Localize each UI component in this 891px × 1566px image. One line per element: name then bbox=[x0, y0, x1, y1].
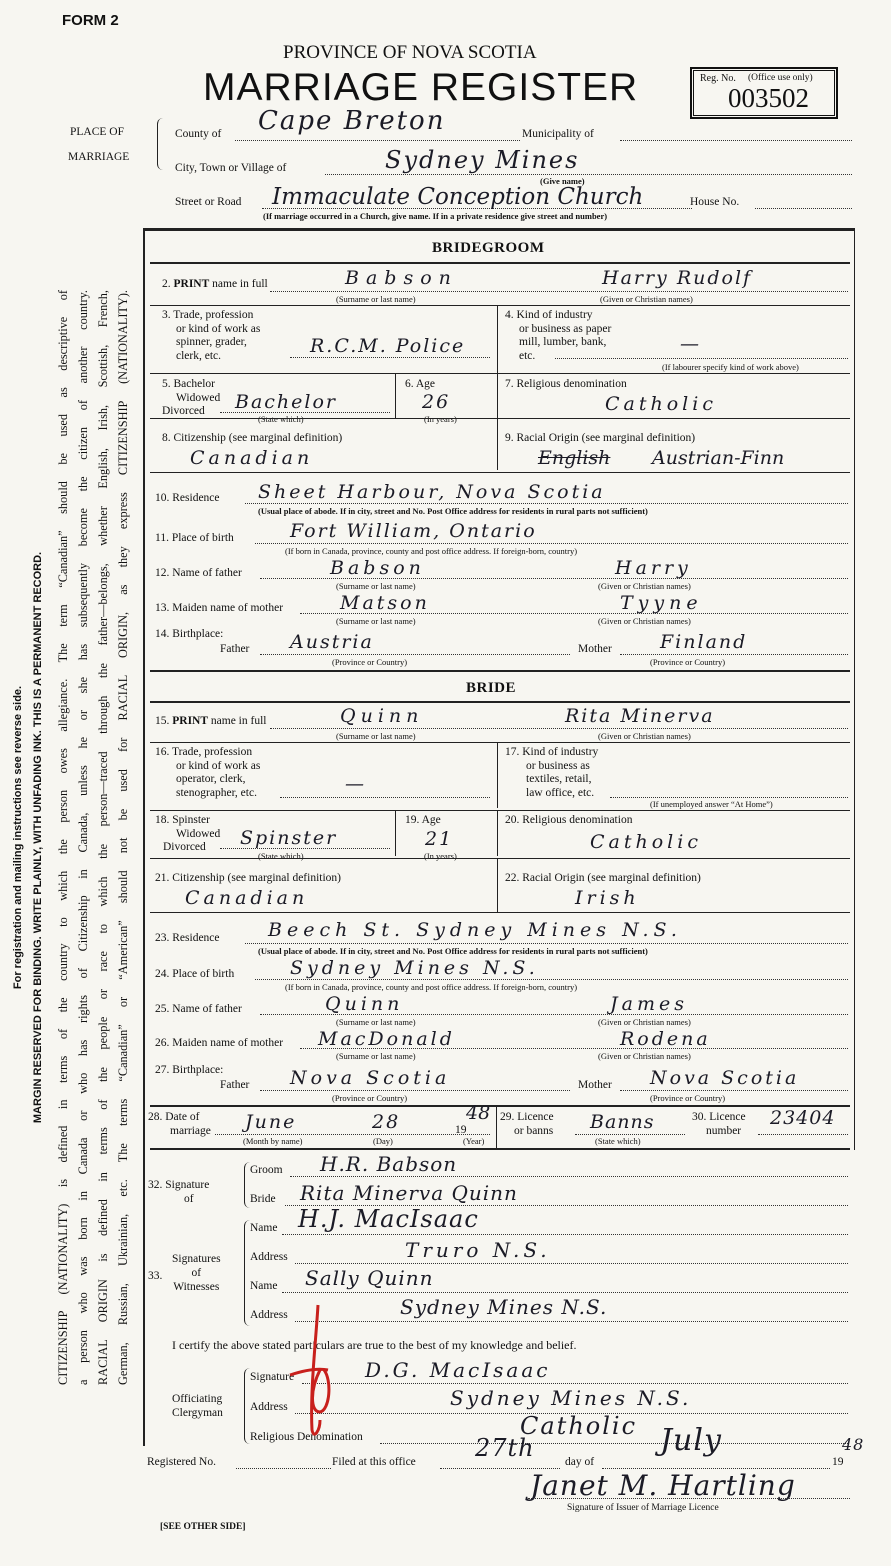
trade-label: clerk, etc. bbox=[176, 349, 222, 362]
reg-note: (Office use only) bbox=[748, 73, 813, 83]
licence-label-block bbox=[500, 1110, 554, 1138]
name-label: name in full bbox=[212, 278, 268, 290]
racial-label: Racial Origin (see marginal definition) bbox=[516, 432, 696, 444]
groom-father-birthplace: Austria bbox=[290, 631, 374, 653]
surname-note: (Surname or last name) bbox=[336, 581, 416, 591]
divider bbox=[150, 262, 850, 264]
clergy-label-block bbox=[172, 1392, 223, 1420]
witness-label: of bbox=[191, 1267, 202, 1279]
groom-religion: Catholic bbox=[605, 393, 717, 415]
age-label: Age bbox=[415, 378, 436, 390]
marriage-month: June bbox=[245, 1111, 297, 1133]
father-birthplace-line bbox=[260, 1090, 570, 1091]
groom-header: BRIDEGROOM bbox=[432, 240, 545, 256]
month-note: (Month by name) bbox=[243, 1136, 303, 1146]
divider bbox=[150, 472, 850, 473]
witness1-name-label: Name bbox=[250, 1222, 278, 1234]
groom-father-label: 12. Name of father bbox=[155, 567, 242, 579]
religion-label: Religious denomination bbox=[522, 814, 633, 826]
bride-given: Rita Minerva bbox=[565, 705, 715, 727]
bride-citizenship: Canadian bbox=[185, 887, 309, 909]
groom-signature: H.R. Babson bbox=[320, 1152, 458, 1176]
bride-industry-label bbox=[505, 746, 598, 800]
trade-label: 3. Trade, profession bbox=[162, 309, 254, 321]
filed-label: Filed at this office bbox=[332, 1456, 416, 1468]
industry-label: 4. Kind of industry bbox=[505, 309, 593, 321]
witness1-address: Truro N.S. bbox=[405, 1238, 551, 1262]
given-note: (Given or Christian names) bbox=[600, 294, 693, 304]
birthplace-label: Birthplace: bbox=[172, 1064, 224, 1076]
industry-note: (If unemployed answer “At Home”) bbox=[650, 799, 773, 809]
bride-sig-label: Bride bbox=[250, 1193, 276, 1205]
groom-age: 26 bbox=[422, 391, 451, 413]
divider bbox=[497, 305, 498, 373]
date-label-block bbox=[148, 1110, 211, 1138]
day-note: (Day) bbox=[373, 1136, 393, 1146]
reg-number-box bbox=[690, 67, 838, 119]
margin-line: MARGIN RESERVED FOR BINDING. WRITE PLAINLY, WITH UNFADING INK. THIS IS A PERMANENT RECORD. bbox=[32, 551, 44, 1124]
divider bbox=[395, 810, 396, 856]
bride-birth-label: 24. Place of birth bbox=[155, 968, 235, 980]
groom-mother-surname: Matson bbox=[340, 592, 430, 614]
bride-father-birthplace: Nova Scotia bbox=[290, 1067, 451, 1089]
red-ink-mark bbox=[280, 1300, 340, 1440]
province-heading: PROVINCE OF NOVA SCOTIA bbox=[283, 42, 537, 63]
trade-line bbox=[290, 357, 490, 358]
signature-label-block bbox=[148, 1178, 209, 1206]
birth-line bbox=[255, 979, 848, 980]
groom-father-surname: Babson bbox=[330, 557, 425, 579]
trade-label: spinner, grader, bbox=[176, 336, 247, 348]
industry-label: or business as paper bbox=[519, 322, 612, 335]
state-note: (State which) bbox=[258, 851, 304, 861]
given-note: (Given or Christian names) bbox=[598, 1051, 691, 1061]
divider bbox=[395, 373, 396, 418]
filed-month: July bbox=[660, 1423, 722, 1458]
divider bbox=[150, 373, 850, 374]
groom-surname: Babson bbox=[345, 267, 458, 289]
bride-surname: Quinn bbox=[340, 705, 424, 727]
margin-line: German, Russian, Ukrainian, etc. The terms “Canadian” or “American” should not be used for RACIAL ORIGIN, as they express CITIZENSHIP (NATIONALITY). bbox=[116, 290, 130, 1385]
bride-religion: Catholic bbox=[590, 831, 702, 853]
clergy-label: Officiating bbox=[172, 1393, 223, 1405]
age-label: Age bbox=[421, 814, 441, 826]
birth-note: (If born in Canada, province, county and post office address. If foreign-born, country) bbox=[285, 546, 578, 556]
licence-label: or banns bbox=[514, 1125, 554, 1137]
father-label: Name of father bbox=[172, 567, 242, 579]
father-birthplace-line bbox=[260, 654, 570, 655]
year-prefix: 19 bbox=[455, 1124, 467, 1136]
mother-birthplace-line bbox=[620, 1090, 848, 1091]
industry-label: mill, lumber, bank, bbox=[519, 336, 607, 348]
print-label: PRINT bbox=[173, 278, 210, 290]
citizenship-label: Citizenship (see marginal definition) bbox=[173, 432, 343, 444]
groom-mother-birthplace: Finland bbox=[660, 631, 748, 653]
witness1-address-line bbox=[295, 1263, 848, 1264]
groom-citizenship: Canadian bbox=[190, 447, 314, 469]
bride-residence-label: 23. Residence bbox=[155, 932, 220, 944]
given-note: (Given or Christian names) bbox=[598, 1017, 691, 1027]
divider bbox=[497, 742, 498, 808]
groom-status-label bbox=[162, 378, 220, 419]
licence-label: 29. Licence bbox=[500, 1111, 554, 1123]
bride-age: 21 bbox=[425, 828, 454, 850]
residence-note: (Usual place of abode. If in city, street and No. Post Office address for residents in rural parts not sufficient) bbox=[258, 506, 648, 516]
widowed-label: Widowed bbox=[176, 391, 221, 404]
bride-citizenship-label: 21. Citizenship (see marginal definition) bbox=[155, 872, 341, 884]
licence-note: (State which) bbox=[595, 1136, 641, 1146]
bride-age-label: 19. Age bbox=[405, 814, 441, 826]
groom-name-line bbox=[270, 291, 848, 292]
licence-line bbox=[575, 1134, 685, 1135]
mother-label: Maiden name of mother bbox=[172, 602, 284, 614]
street-label: Street or Road bbox=[175, 196, 242, 208]
state-note: (State which) bbox=[258, 414, 304, 424]
residence-label: Residence bbox=[172, 492, 220, 504]
licence-type: Banns bbox=[590, 1111, 655, 1133]
licence-number-label: number bbox=[706, 1125, 742, 1137]
city-value: Sydney Mines bbox=[385, 146, 580, 174]
province-note: (Province or Country) bbox=[332, 657, 408, 667]
trade-label: stenographer, etc. bbox=[176, 786, 257, 799]
street-note: (If marriage occurred in a Church, give name. If in a private residence give street and number) bbox=[263, 211, 608, 221]
bride-father-given: James bbox=[610, 993, 688, 1015]
witness-label: Witnesses bbox=[173, 1281, 220, 1293]
birth-note: (If born in Canada, province, county and post office address. If foreign-born, country) bbox=[285, 982, 578, 992]
city-note: (Give name) bbox=[540, 176, 585, 186]
bride-residence: Beech St. Sydney Mines N.S. bbox=[268, 919, 682, 941]
witness1-name-line bbox=[282, 1234, 848, 1235]
year-note: (Year) bbox=[463, 1136, 485, 1146]
father-label: Name of father bbox=[172, 1003, 242, 1015]
surname-note: (Surname or last name) bbox=[336, 731, 416, 741]
father-birthplace-label: Father bbox=[220, 643, 250, 655]
birthplace-label: Birthplace: bbox=[172, 628, 224, 640]
divider bbox=[497, 373, 498, 418]
divider bbox=[150, 742, 850, 743]
bride-birthplace-label: 27. Birthplace: bbox=[155, 1064, 224, 1076]
clergy-address: Sydney Mines N.S. bbox=[450, 1386, 692, 1410]
province-note: (Province or Country) bbox=[650, 1093, 726, 1103]
licence-number-line bbox=[758, 1134, 848, 1135]
racial-label: Racial Origin (see marginal definition) bbox=[522, 872, 701, 884]
groom-mother-given: Tyyne bbox=[620, 592, 703, 614]
citizenship-label: Citizenship (see marginal definition) bbox=[172, 872, 341, 884]
surname-note: (Surname or last name) bbox=[336, 1017, 416, 1027]
groom-trade-label bbox=[162, 309, 260, 363]
margin-instructions bbox=[8, 290, 138, 1385]
birth-line bbox=[255, 543, 848, 544]
divider bbox=[150, 858, 850, 859]
industry-note: (If labourer specify kind of work above) bbox=[662, 362, 799, 372]
bride-birthplace: Sydney Mines N.S. bbox=[290, 957, 539, 979]
bride-header: BRIDE bbox=[466, 680, 517, 696]
witness2-name: Sally Quinn bbox=[305, 1266, 434, 1290]
industry-line bbox=[555, 358, 848, 359]
filed-year: 48 bbox=[842, 1435, 865, 1454]
county-label: County of bbox=[175, 128, 222, 140]
industry-label: or business as bbox=[526, 759, 590, 772]
divider bbox=[150, 670, 850, 672]
bride-father-label: 25. Name of father bbox=[155, 1003, 242, 1015]
divider bbox=[496, 1105, 497, 1148]
see-other-side: [SEE OTHER SIDE] bbox=[160, 1522, 246, 1532]
given-note: (Given or Christian names) bbox=[598, 581, 691, 591]
given-note: (Given or Christian names) bbox=[598, 616, 691, 626]
issuer-label: Signature of Issuer of Marriage Licence bbox=[567, 1503, 719, 1513]
place-label: PLACE OF bbox=[70, 126, 124, 138]
reg-label: Reg. No. bbox=[700, 73, 736, 84]
birth-label: Place of birth bbox=[171, 532, 234, 544]
certification-statement: I certify the above stated particulars are true to the best of my knowledge and belief. bbox=[172, 1338, 577, 1352]
years-note: (In years) bbox=[424, 851, 457, 861]
groom-racial: Austrian-Finn bbox=[652, 447, 785, 469]
groom-birthplace-label: 14. Birthplace: bbox=[155, 628, 224, 640]
residence-note: (Usual place of abode. If in city, street and No. Post Office address for residents in rural parts not sufficient) bbox=[258, 946, 648, 956]
county-value: Cape Breton bbox=[258, 106, 446, 136]
birth-label: Place of birth bbox=[172, 968, 235, 980]
signature-label: of bbox=[184, 1193, 194, 1205]
divider bbox=[150, 305, 850, 306]
surname-note: (Surname or last name) bbox=[336, 616, 416, 626]
bride-mother-given: Rodena bbox=[620, 1028, 711, 1050]
divorced-label: Divorced bbox=[163, 841, 206, 853]
marriage-year: 48 bbox=[466, 1102, 491, 1124]
registered-label: Registered No. bbox=[147, 1456, 216, 1468]
groom-residence-label: 10. Residence bbox=[155, 492, 220, 504]
bride-name-line bbox=[270, 728, 848, 729]
industry-label: 17. Kind of industry bbox=[505, 746, 599, 758]
mother-label: Maiden name of mother bbox=[172, 1037, 284, 1049]
witness2-address: Sydney Mines N.S. bbox=[400, 1295, 608, 1319]
divider bbox=[150, 701, 850, 703]
denomination-label: Religious Denomination bbox=[250, 1431, 363, 1443]
groom-birth-label: 11. Place of birth bbox=[155, 532, 234, 544]
divider bbox=[497, 810, 498, 856]
witness1-address-label: Address bbox=[250, 1251, 288, 1263]
licence-number: 23404 bbox=[770, 1107, 836, 1129]
clergy-signature: D.G. MacIsaac bbox=[365, 1358, 551, 1382]
groom-birthplace: Fort William, Ontario bbox=[290, 520, 537, 542]
industry-label: etc. bbox=[519, 349, 536, 362]
bride-status-label bbox=[155, 814, 220, 855]
trade-line bbox=[280, 797, 490, 798]
clergy-denomination: Catholic bbox=[520, 1412, 638, 1440]
clergy-signature-line bbox=[302, 1383, 848, 1384]
mother-birthplace-line bbox=[620, 654, 848, 655]
licence-number-label: 30. Licence bbox=[692, 1111, 746, 1123]
divider bbox=[150, 1148, 850, 1150]
divider bbox=[497, 858, 498, 912]
father-birthplace-label: Father bbox=[220, 1079, 250, 1091]
denomination-line bbox=[380, 1443, 848, 1444]
municipality-label: Municipality of bbox=[522, 128, 594, 140]
house-line bbox=[755, 208, 852, 209]
divider bbox=[150, 912, 850, 913]
clergy-signature-label: Signature bbox=[250, 1371, 295, 1383]
groom-industry: — bbox=[680, 333, 701, 355]
divider bbox=[497, 418, 498, 470]
bride-status: Spinster bbox=[240, 827, 338, 849]
groom-citizenship-label: 8. Citizenship (see marginal definition) bbox=[162, 432, 343, 444]
filed-year-prefix: 19 bbox=[832, 1456, 844, 1468]
residence-line bbox=[245, 503, 848, 504]
bride-mother-label: 26. Maiden name of mother bbox=[155, 1037, 284, 1049]
margin-line: RACIAL ORIGIN is defined in terms of the people or race to which the person—traced through the father—belongs, whether English, Irish, Scottish, French, bbox=[96, 290, 110, 1385]
industry-line bbox=[610, 797, 848, 798]
divider bbox=[150, 810, 850, 811]
filed-day: 27th bbox=[475, 1434, 535, 1462]
clergy-label: Clergyman bbox=[172, 1407, 223, 1419]
page-title: MARRIAGE REGISTER bbox=[203, 66, 639, 109]
groom-racial-label: 9. Racial Origin (see marginal definition) bbox=[505, 432, 696, 444]
province-note: (Province or Country) bbox=[332, 1093, 408, 1103]
bride-religion-label: 20. Religious denomination bbox=[505, 814, 633, 826]
groom-age-label: 6. Age bbox=[405, 378, 436, 390]
industry-label: textiles, retail, bbox=[526, 773, 592, 785]
trade-label: or kind of work as bbox=[176, 759, 261, 772]
witness-label-block bbox=[172, 1252, 221, 1294]
witness2-name-label: Name bbox=[250, 1280, 278, 1292]
witness2-address-line bbox=[295, 1321, 848, 1322]
divider bbox=[150, 418, 850, 419]
mother-birthplace-label: Mother bbox=[578, 1079, 612, 1091]
groom-mother-label: 13. Maiden name of mother bbox=[155, 602, 284, 614]
trade-label: operator, clerk, bbox=[176, 773, 246, 785]
street-value: Immaculate Conception Church bbox=[272, 184, 644, 210]
groom-industry-label bbox=[505, 309, 611, 363]
groom-trade: R.C.M. Police bbox=[310, 335, 466, 357]
divider bbox=[150, 1105, 850, 1107]
date-line bbox=[215, 1134, 490, 1135]
trade-label: 16. Trade, profession bbox=[155, 746, 253, 758]
bride-racial-label: 22. Racial Origin (see marginal definition) bbox=[505, 872, 701, 884]
day-of-label: day of bbox=[565, 1456, 595, 1468]
city-label: City, Town or Village of bbox=[175, 162, 287, 174]
bride-racial: Irish bbox=[575, 887, 640, 909]
date-label: 28. Date of bbox=[148, 1111, 200, 1123]
licence-number-label-block bbox=[692, 1110, 746, 1138]
witness-label: Signatures bbox=[172, 1253, 221, 1265]
bride-father-surname: Quinn bbox=[325, 993, 404, 1015]
form-top-border bbox=[143, 228, 855, 231]
marriage-day: 28 bbox=[372, 1111, 401, 1133]
witness-number: 33. bbox=[148, 1270, 163, 1282]
margin-line: CITIZENSHIP (NATIONALITY) is defined in terms of the country to which the person owes allegiance. The term “Canadian” should be used as descriptive of bbox=[56, 290, 70, 1385]
municipality-line bbox=[620, 140, 852, 141]
groom-sig-label: Groom bbox=[250, 1164, 283, 1176]
signature-label: 32. Signature bbox=[148, 1179, 210, 1191]
date-label: marriage bbox=[170, 1125, 211, 1137]
city-line bbox=[325, 174, 852, 175]
industry-label: law office, etc. bbox=[526, 786, 595, 799]
groom-religion-label: 7. Religious denomination bbox=[505, 378, 627, 390]
residence-line bbox=[245, 943, 848, 944]
form-right-border bbox=[854, 228, 855, 1150]
form-number: FORM 2 bbox=[62, 12, 119, 29]
surname-note: (Surname or last name) bbox=[336, 294, 416, 304]
groom-sig-line bbox=[290, 1176, 848, 1177]
witness2-name-line bbox=[282, 1292, 848, 1293]
status-label: 18. Spinster bbox=[155, 814, 210, 826]
house-label: House No. bbox=[690, 196, 740, 208]
province-note: (Province or Country) bbox=[650, 657, 726, 667]
years-note: (In years) bbox=[424, 414, 457, 424]
groom-racial-struck: English bbox=[538, 447, 611, 469]
bride-signature: Rita Minerva Quinn bbox=[300, 1181, 518, 1205]
name-label: name in full bbox=[210, 715, 267, 727]
bride-trade: — bbox=[345, 773, 366, 795]
bride-mother-birthplace: Nova Scotia bbox=[650, 1067, 800, 1089]
bride-trade-label bbox=[155, 746, 260, 800]
widowed-label: Widowed bbox=[176, 827, 221, 840]
witness1-name: H.J. MacIsaac bbox=[298, 1205, 479, 1233]
county-line bbox=[235, 140, 520, 141]
status-label: 5. Bachelor bbox=[162, 378, 216, 390]
religion-label: Religious denomination bbox=[516, 378, 627, 390]
bride-name-label: 15. PRINT name in full bbox=[155, 715, 267, 727]
trade-label: or kind of work as bbox=[176, 322, 261, 335]
registered-line bbox=[236, 1468, 331, 1469]
groom-residence: Sheet Harbour, Nova Scotia bbox=[258, 481, 606, 503]
clergy-address-label: Address bbox=[250, 1401, 288, 1413]
form-left-border bbox=[143, 228, 145, 1446]
divorced-label: Divorced bbox=[162, 405, 205, 417]
residence-label: Residence bbox=[172, 932, 220, 944]
groom-father-given: Harry bbox=[615, 557, 692, 579]
print-label: PRINT bbox=[172, 715, 209, 727]
reg-number: 003502 bbox=[728, 83, 809, 113]
place-label-2: MARRIAGE bbox=[68, 151, 130, 163]
place-bracket bbox=[157, 118, 164, 170]
margin-line: For registration and mailing instructions see reverse side. bbox=[12, 685, 24, 990]
witness2-address-label: Address bbox=[250, 1309, 288, 1321]
groom-name-label: 2. PRINT name in full bbox=[162, 278, 268, 290]
bride-mother-surname: MacDonald bbox=[318, 1028, 455, 1050]
given-note: (Given or Christian names) bbox=[598, 731, 691, 741]
margin-line: a person who was born in Canada or who has rights of Citizenship in Canada, unless he or she has subsequently become the citizen of another country. bbox=[76, 290, 90, 1385]
groom-given: Harry Rudolf bbox=[602, 267, 753, 289]
issuer-signature: Janet M. Hartling bbox=[530, 1469, 796, 1502]
surname-note: (Surname or last name) bbox=[336, 1051, 416, 1061]
groom-status: Bachelor bbox=[235, 391, 338, 413]
mother-birthplace-label: Mother bbox=[578, 643, 612, 655]
